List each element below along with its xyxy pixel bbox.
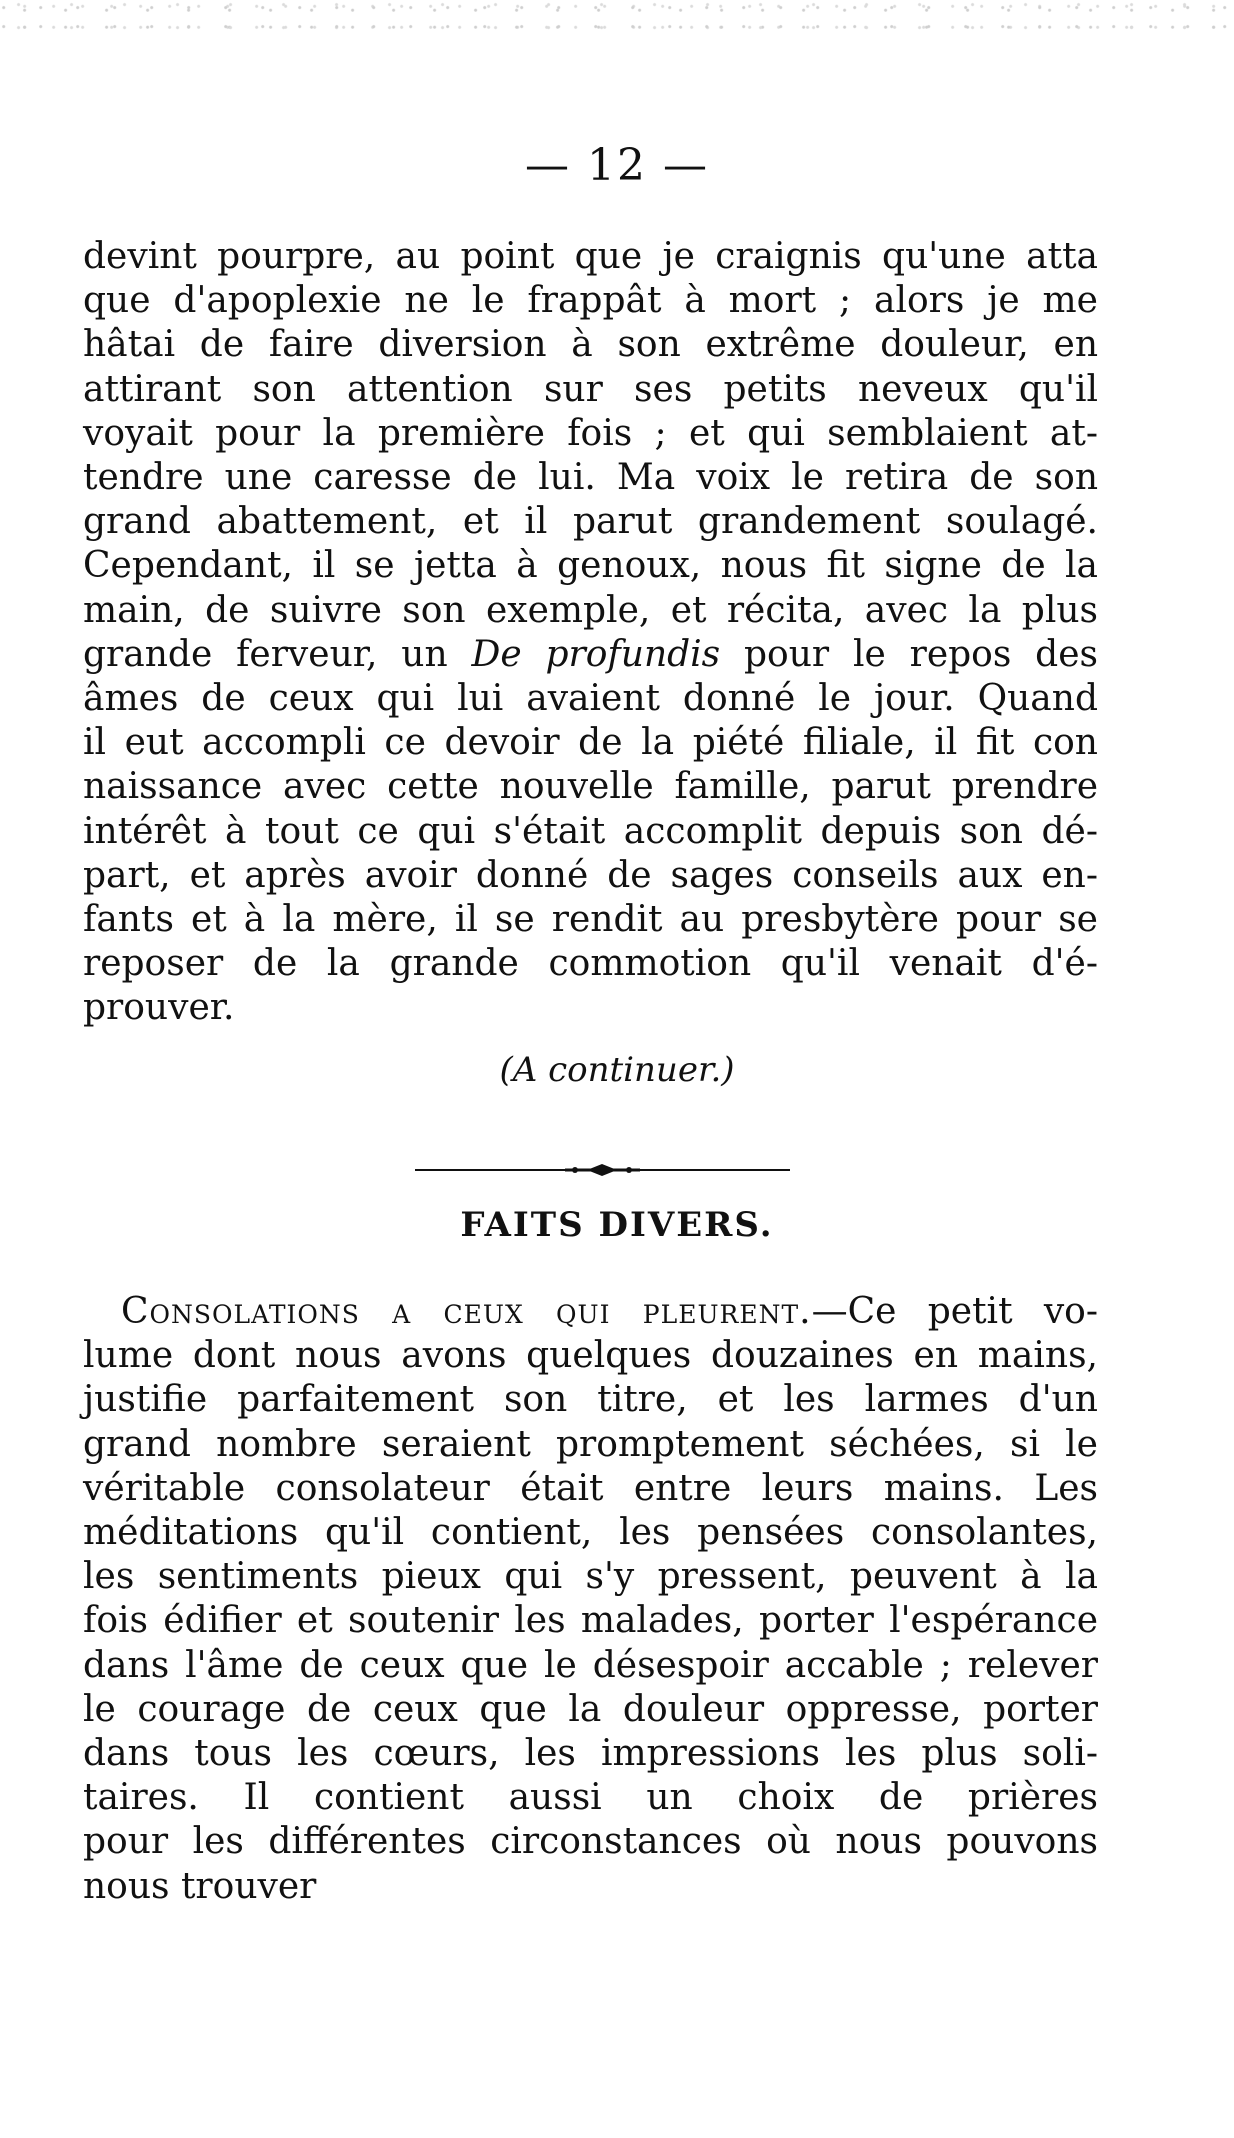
story-line: âmes de ceux qui lui avaient donné le jour. Quand xyxy=(83,678,1098,720)
faits-line: le courage de ceux que la douleur oppresse, porter xyxy=(83,1688,1098,1730)
scan-noise xyxy=(0,0,1234,40)
faits-line xyxy=(83,1290,1098,1334)
faits-line: pour les différentes circonstances où nous pouvons xyxy=(83,1821,1098,1863)
story-line-part: grande ferveur, un xyxy=(83,633,472,675)
faits-line: nous trouver xyxy=(83,1865,317,1907)
story-line-part: pour le repos des xyxy=(720,633,1098,675)
section-title: FAITS DIVERS. xyxy=(460,1205,774,1245)
story-line: main, de suivre son exemple, et récita, avec la plus xyxy=(83,589,1098,631)
story-line: grand abattement, et il parut grandement soulagé. xyxy=(83,501,1098,543)
faits-line: méditations qu'il contient, les pensées consolantes, xyxy=(83,1512,1098,1554)
faits-line-part: —Ce petit vo- xyxy=(811,1291,1098,1332)
story-line: intérêt à tout ce qui s'était accomplit depuis son dé- xyxy=(83,810,1098,852)
story-line: que d'apoplexie ne le frappât à mort ; alors je me xyxy=(83,280,1098,322)
story-line: naissance avec cette nouvelle famille, parut prendre xyxy=(83,766,1098,808)
ornamental-rule xyxy=(415,1160,790,1180)
story-line: voyait pour la première fois ; et qui semblaient at- xyxy=(83,412,1098,454)
continuation-note: (A continuer.) xyxy=(499,1050,735,1090)
faits-line: grand nombre seraient promptement séchées, si le xyxy=(83,1423,1098,1465)
faits-divers-text xyxy=(83,1290,1098,1909)
story-line: devint pourpre, au point que je craignis qu'une atta xyxy=(83,236,1098,277)
faits-line: dans l'âme de ceux que le désespoir accable ; relever xyxy=(83,1644,1098,1686)
latin-title: De profundis xyxy=(471,633,721,675)
story-line xyxy=(83,633,1098,677)
faits-line: justifie parfaitement son titre, et les larmes d'un xyxy=(83,1379,1098,1421)
story-line: tendre une caresse de lui. Ma voix le retira de son xyxy=(83,457,1098,499)
story-line: fants et à la mère, il se rendit au presbytère pour se xyxy=(83,899,1098,941)
faits-line: véritable consolateur était entre leurs mains. Les xyxy=(83,1467,1098,1509)
faits-line: lume dont nous avons quelques douzaines en mains, xyxy=(83,1335,1098,1377)
page-number: — 12 — xyxy=(525,140,709,191)
story-line: hâtai de faire diversion à son extrême douleur, en xyxy=(83,324,1098,366)
story-line: reposer de la grande commotion qu'il venait d'é- xyxy=(83,943,1098,985)
faits-line: dans tous les cœurs, les impressions les plus soli- xyxy=(83,1733,1098,1775)
item-heading: Consolations a ceux qui pleurent. xyxy=(121,1291,812,1332)
faits-line: taires. Il contient aussi un choix de prières xyxy=(83,1777,1098,1819)
story-line: Cependant, il se jetta à genoux, nous fit signe de la xyxy=(83,545,1098,587)
story-text xyxy=(83,235,1098,1031)
faits-line: fois édifier et soutenir les malades, porter l'espérance xyxy=(83,1600,1098,1642)
story-line: il eut accompli ce devoir de la piété filiale, il fit con xyxy=(83,722,1098,764)
story-line: attirant son attention sur ses petits neveux qu'il xyxy=(83,368,1098,410)
faits-line: les sentiments pieux qui s'y pressent, peuvent à la xyxy=(83,1556,1098,1598)
story-line: prouver. xyxy=(83,987,235,1029)
story-line: part, et après avoir donné de sages conseils aux en- xyxy=(83,854,1098,896)
